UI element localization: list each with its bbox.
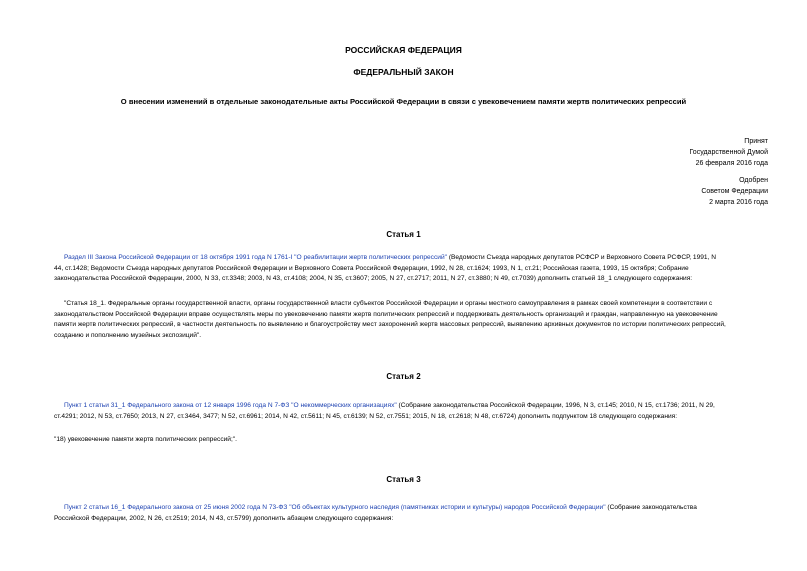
article-2-line-1 — [54, 401, 767, 412]
article-3-line-2: Российской Федерации, 2002, N 26, ст.2519; 2014, N 43, ст.5799) дополнить абзацем следующего содержания: — [54, 514, 394, 522]
approval-date: 2 марта 2016 года — [709, 199, 768, 206]
article-3-line-1 — [54, 503, 767, 514]
article-1-quote — [54, 299, 767, 342]
adoption-date: 26 февраля 2016 года — [695, 160, 768, 167]
article-3-heading: Статья 3 — [386, 475, 421, 484]
article-1-paragraph — [54, 253, 767, 285]
article-1-quote-line-4: созданию и пополнению музейных экспозиций". — [54, 332, 202, 340]
article-1-line-2: 44, ст.1428; Ведомости Съезда народных депутатов Российской Федерации и Верховного Совета Российской Федерации, 1992, N 28, ст.1624; 1993, N 1, ст.21; Российская газета, 1993, 15 октября; Собрание — [54, 264, 689, 272]
article-1-law-link[interactable]: Раздел III Закона Российской Федерации от 18 октября 1991 года N 1761-I "О реабилитации жертв политических репрессий" — [64, 254, 447, 261]
article-2-heading: Статья 2 — [386, 372, 421, 381]
article-1-line-1 — [54, 253, 767, 264]
article-1-quote-line-1: "Статья 18_1. Федеральные органы государственной власти, органы государственной власти субъектов Российской Федерации и органы местного самоуправления в рамках своей компетенции в соответствии с — [64, 300, 713, 307]
article-2-quote — [54, 435, 767, 446]
approval-label: Одобрен — [739, 177, 768, 184]
adoption-block — [689, 136, 768, 169]
adoption-body: Государственной Думой — [689, 149, 768, 156]
article-1-quote-line-2: законодательством Российской Федерации вправе осуществлять меры по увековечению памяти жертв политических репрессий и поддерживать деятельность организаций и граждан, направленную на увековечение — [54, 310, 718, 318]
approval-body: Советом Федерации — [701, 188, 768, 195]
adoption-label: Принят — [744, 138, 768, 145]
document-type-heading: ФЕДЕРАЛЬНЫЙ ЗАКОН — [353, 67, 454, 77]
article-3-paragraph — [54, 503, 767, 524]
article-1-line-1-rest: (Ведомости Съезда народных депутатов РСФСР и Верховного Совета РСФСР, 1991, N — [446, 254, 717, 261]
article-1-line-3: законодательства Российской Федерации, 2000, N 33, ст.3348; 2003, N 43, ст.4108; 2004, N 35, ст.3607; 2005, N 27, ст.2717; 2011, N 27, ст.3880; N 49, ст.7039) дополнить статьей 18_1 следующего содержания: — [54, 275, 693, 283]
article-2-law-link[interactable]: Пункт 1 статьи 31_1 Федерального закона от 12 января 1996 года N 7-ФЗ "О некоммерческих организациях" — [64, 402, 397, 409]
article-3-line-1-rest: (Собрание законодательства — [605, 504, 697, 511]
article-2-line-1-rest: (Собрание законодательства Российской Федерации, 1996, N 3, ст.145; 2010, N 15, ст.1736; 2011, N 29, — [396, 402, 715, 409]
article-2-paragraph — [54, 401, 767, 422]
approval-block — [701, 175, 768, 208]
country-heading: РОССИЙСКАЯ ФЕДЕРАЦИЯ — [345, 45, 462, 55]
article-1-quote-line-3: памяти жертв политических репрессий, в частности деятельность по выявлению и благоустройству мест захоронений жертв массовых репрессий, выявлению архивных документов по истории политических репрессий, — [54, 321, 726, 329]
article-3-law-link[interactable]: Пункт 2 статьи 16_1 Федерального закона от 25 июня 2002 года N 73-ФЗ "Об объектах культурного наследия (памятниках истории и культуры) народов Российской Федерации" — [64, 504, 606, 511]
law-title: О внесении изменений в отдельные законодательные акты Российской Федерации в связи с увековечением памяти жертв политических репрессий — [120, 97, 687, 106]
article-1-heading: Статья 1 — [386, 230, 421, 239]
article-2-quote-line-1: "18) увековечение памяти жертв политических репрессий;". — [54, 436, 237, 443]
article-2-line-2: ст.4291; 2012, N 53, ст.7650; 2013, N 27, ст.3464, 3477; N 52, ст.6961; 2014, N 42, ст.5611; N 45, ст.6139; N 52, ст.7551; 2015, N 18, ст.2618; N 48, ст.6724) дополнить подпунктом 18 следующего содержания: — [54, 412, 678, 420]
